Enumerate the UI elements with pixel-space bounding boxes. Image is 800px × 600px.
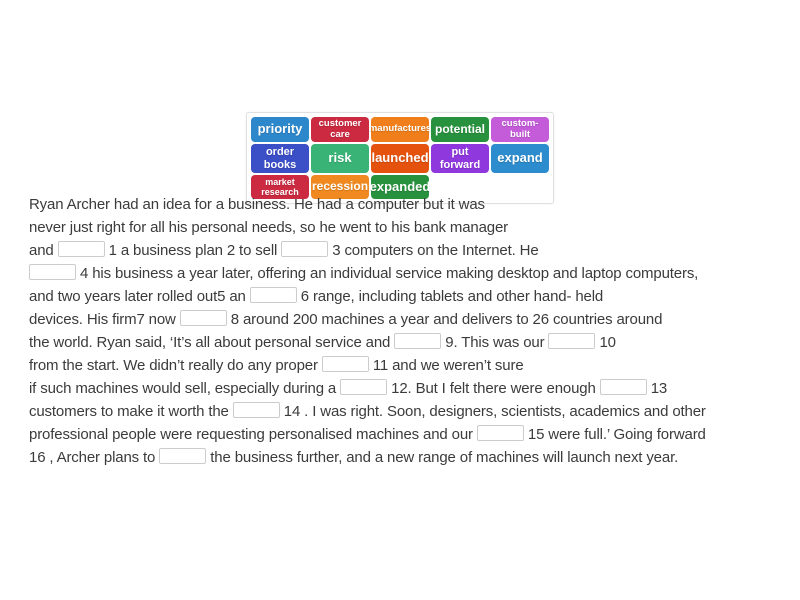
passage-line bbox=[29, 262, 706, 285]
passage-text: if such machines would sell, especially during a bbox=[29, 380, 341, 397]
passage-text: 8 around 200 machines a year and delivers to 26 countries around bbox=[226, 311, 663, 328]
word-chip-custom-built[interactable]: custom- built bbox=[491, 117, 549, 142]
word-chip-order-books[interactable]: order books bbox=[251, 144, 309, 173]
passage-text: 11 and we weren’t sure bbox=[368, 357, 524, 374]
passage-text: 10 bbox=[595, 334, 616, 351]
passage-text: the business further, and a new range of machines will launch next year. bbox=[206, 449, 679, 466]
word-chip-launched[interactable]: launched bbox=[371, 144, 429, 173]
passage-text: and two years later rolled out5 an bbox=[29, 288, 250, 305]
answer-blank-4[interactable] bbox=[250, 287, 297, 303]
answer-blank-9[interactable] bbox=[340, 379, 387, 395]
answer-blank-12[interactable] bbox=[477, 425, 524, 441]
passage-text: and bbox=[29, 242, 58, 259]
passage-line bbox=[29, 193, 706, 216]
word-bank bbox=[246, 112, 554, 204]
passage-line bbox=[29, 239, 706, 262]
passage-line bbox=[29, 354, 706, 377]
word-chip-priority[interactable]: priority bbox=[251, 117, 309, 142]
word-chip-customer-care[interactable]: customer care bbox=[311, 117, 369, 142]
word-chip-manufactures[interactable]: manufactures bbox=[371, 117, 429, 142]
word-bank-row bbox=[251, 117, 549, 142]
passage-line bbox=[29, 331, 706, 354]
word-chip-risk[interactable]: risk bbox=[311, 144, 369, 173]
passage-text: 15 were full.’ Going forward bbox=[523, 426, 706, 443]
answer-blank-2[interactable] bbox=[281, 241, 328, 257]
answer-blank-8[interactable] bbox=[322, 356, 369, 372]
passage-text: 4 his business a year later, offering an individual service making desktop and laptop computers, bbox=[76, 265, 699, 282]
passage-text: customers to make it worth the bbox=[29, 403, 233, 420]
passage-line bbox=[29, 285, 706, 308]
answer-blank-11[interactable] bbox=[233, 402, 280, 418]
passage-line bbox=[29, 400, 706, 423]
passage-line bbox=[29, 446, 706, 469]
answer-blank-13[interactable] bbox=[159, 448, 206, 464]
answer-blank-10[interactable] bbox=[600, 379, 647, 395]
word-chip-recession[interactable]: recession bbox=[311, 175, 369, 199]
word-chip-expand[interactable]: expand bbox=[491, 144, 549, 173]
word-chip-put-forward[interactable]: put forward bbox=[431, 144, 489, 173]
word-chip-market-research[interactable]: market research bbox=[251, 175, 309, 199]
answer-blank-3[interactable] bbox=[29, 264, 76, 280]
passage-line bbox=[29, 216, 706, 239]
passage-text: 1 a business plan 2 to sell bbox=[104, 242, 282, 259]
passage-text: Ryan Archer had an idea for a business. He had a computer but it was bbox=[29, 196, 485, 213]
passage-text: 14 . I was right. Soon, designers, scientists, academics and other bbox=[279, 403, 706, 420]
answer-blank-6[interactable] bbox=[394, 333, 441, 349]
passage-text: professional people were requesting personalised machines and our bbox=[29, 426, 477, 443]
passage-text: from the start. We didn’t really do any proper bbox=[29, 357, 322, 374]
passage-text: 12. But I felt there were enough bbox=[387, 380, 600, 397]
passage-line bbox=[29, 423, 706, 446]
passage-text: 3 computers on the Internet. He bbox=[328, 242, 539, 259]
passage-text: 6 range, including tablets and other hand- held bbox=[296, 288, 604, 305]
word-chip-potential[interactable]: potential bbox=[431, 117, 489, 142]
passage bbox=[29, 193, 706, 469]
answer-blank-1[interactable] bbox=[58, 241, 105, 257]
passage-text: devices. His firm7 now bbox=[29, 311, 180, 328]
passage-text: 13 bbox=[646, 380, 668, 397]
passage-line bbox=[29, 308, 706, 331]
passage-text: never just right for all his personal needs, so he went to his bank manager bbox=[29, 219, 509, 236]
passage-line bbox=[29, 377, 706, 400]
answer-blank-5[interactable] bbox=[180, 310, 227, 326]
passage-text: the world. Ryan said, ‘It’s all about personal service and bbox=[29, 334, 395, 351]
passage-text: 9. This was our bbox=[441, 334, 549, 351]
answer-blank-7[interactable] bbox=[548, 333, 595, 349]
word-bank-row bbox=[251, 144, 549, 173]
word-chip-expanded[interactable]: expanded bbox=[371, 175, 429, 199]
passage-text: 16 , Archer plans to bbox=[29, 449, 160, 466]
